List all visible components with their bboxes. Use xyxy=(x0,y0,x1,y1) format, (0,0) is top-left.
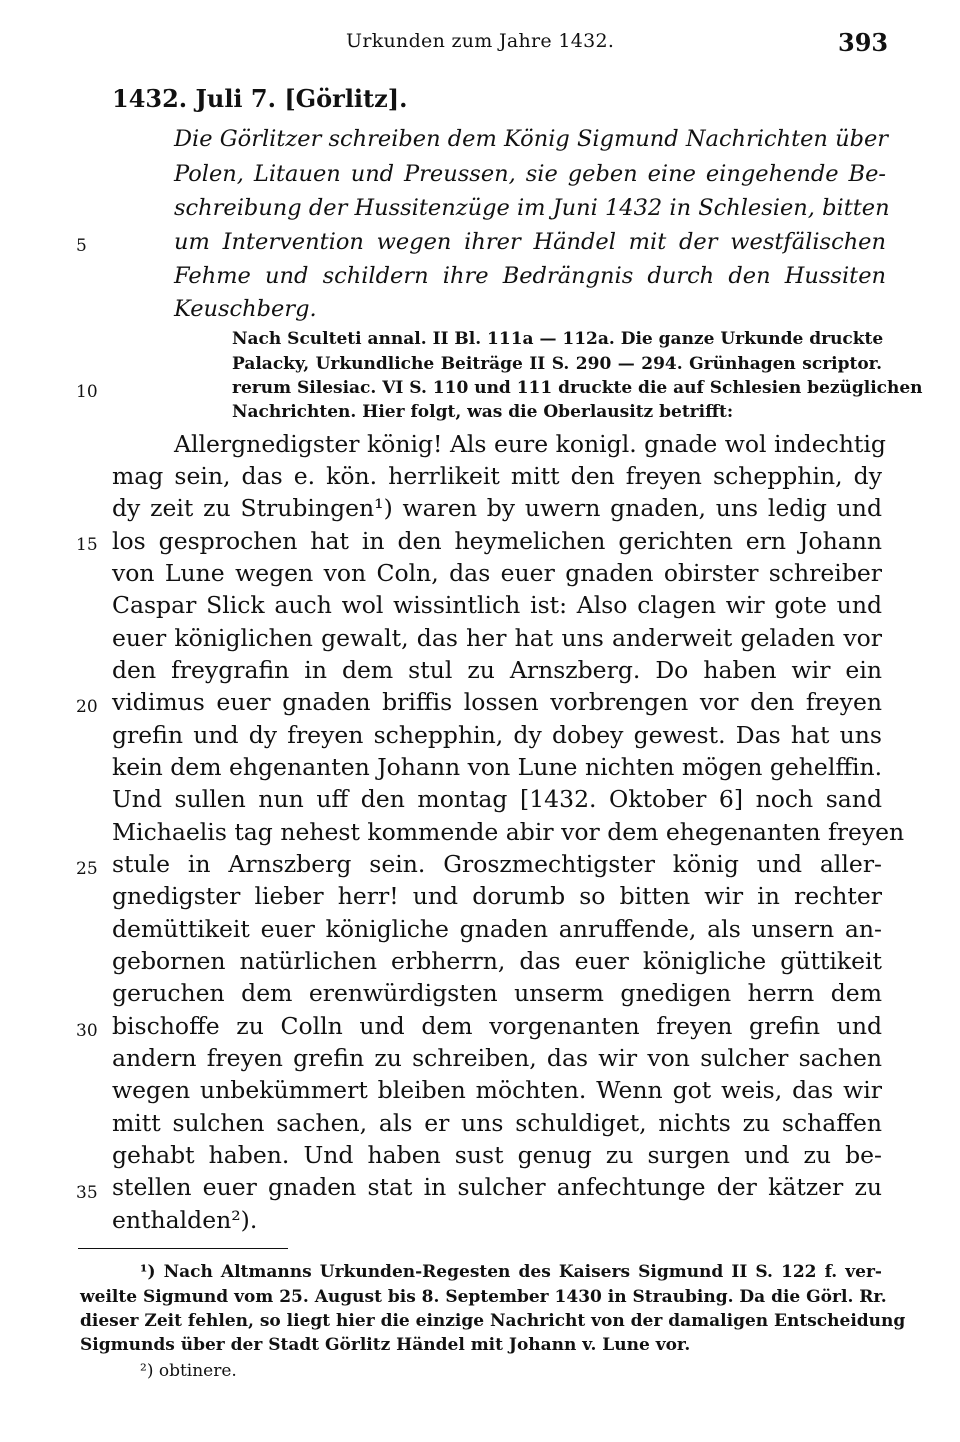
footnote-2: ²) obtinere. xyxy=(140,1361,237,1381)
body-line: dy zeit zu Strubingen¹) waren by uwern gnaden, uns ledig und xyxy=(112,494,882,522)
body-line: grefin und dy freyen schepphin, dy dobey gewest. Das hat uns xyxy=(112,721,882,749)
body-line: stule in Arnszberg sein. Groszmechtigster könig und aller- xyxy=(112,850,882,878)
footnote-line: dieser Zeit fehlen, so liegt hier die einzige Nachricht von der damaligen Entscheidung xyxy=(80,1311,906,1331)
source-note-line: rerum Silesiac. VI S. 110 und 111 druckte die auf Schlesien bezüglichen xyxy=(232,378,923,398)
body-line: den freygrafin in dem stul zu Arnszberg. Do haben wir ein xyxy=(112,656,882,684)
page-number: 393 xyxy=(838,28,889,57)
body-line: Allergnedigster könig! Als eure konigl. gnade wol indechtig xyxy=(174,430,886,458)
body-line: euer königlichen gewalt, das her hat uns anderweit geladen vor xyxy=(112,624,882,652)
footnote-line: Sigmunds über der Stadt Görlitz Händel mit Johann v. Lune vor. xyxy=(80,1335,691,1355)
line-number: 35 xyxy=(76,1183,98,1203)
line-number: 25 xyxy=(76,859,98,879)
body-line: gebornen natürlichen erbherrn, das euer königliche güttikeit xyxy=(112,947,882,975)
body-line: Und sullen nun uff den montag [1432. Oktober 6] noch sand xyxy=(112,785,882,813)
regest-line: schreibung der Hussitenzüge im Juni 1432 in Schlesien, bitten xyxy=(174,195,890,221)
body-line: vidimus euer gnaden briffis lossen vorbrengen vor den freyen xyxy=(112,688,882,716)
line-number: 5 xyxy=(76,236,87,256)
body-line: demüttikeit euer königliche gnaden anruffende, als unsern an- xyxy=(112,915,882,943)
body-line: gnedigster lieber herr! und dorumb so bitten wir in rechter xyxy=(112,882,882,910)
regest-line: Keuschberg. xyxy=(174,296,317,322)
line-number: 10 xyxy=(76,382,98,402)
line-number: 30 xyxy=(76,1021,98,1041)
body-line: geruchen dem erenwürdigsten unserm gnedigen herrn dem xyxy=(112,979,882,1007)
body-line: mitt sulchen sachen, als er uns schuldiget, nichts zu schaffen xyxy=(112,1109,882,1137)
body-line: los gesprochen hat in den heymelichen gerichten ern Johann xyxy=(112,527,882,555)
body-line: enthalden²). xyxy=(112,1206,258,1234)
running-title: Urkunden zum Jahre 1432. xyxy=(346,30,615,52)
regest-line: Fehme und schildern ihre Bedrängnis durch den Hussiten xyxy=(174,263,886,289)
source-note-line: Nachrichten. Hier folgt, was die Oberlausitz betrifft: xyxy=(232,402,734,422)
body-line: wegen unbekümmert bleiben möchten. Wenn got weis, das wir xyxy=(112,1076,882,1104)
body-line: andern freyen grefin zu schreiben, das wir von sulcher sachen xyxy=(112,1044,882,1072)
body-line: kein dem ehgenanten Johann von Lune nichten mögen gehelffin. xyxy=(112,753,883,781)
body-line: gehabt haben. Und haben sust genug zu surgen und zu be- xyxy=(112,1141,882,1169)
body-line: mag sein, das e. kön. herrlikeit mitt den freyen schepphin, dy xyxy=(112,462,882,490)
line-number: 20 xyxy=(76,697,98,717)
regest-line: Die Görlitzer schreiben dem König Sigmund Nachrichten über xyxy=(174,126,889,152)
body-line: stellen euer gnaden stat in sulcher anfechtunge der kätzer zu xyxy=(112,1173,882,1201)
document-dateline: 1432. Juli 7. [Görlitz]. xyxy=(112,84,408,113)
footnote-divider xyxy=(78,1248,288,1249)
body-line: Michaelis tag nehest kommende abir vor dem ehegenanten freyen xyxy=(112,818,905,846)
source-note-line: Palacky, Urkundliche Beiträge II S. 290 — 294. Grünhagen scriptor. xyxy=(232,354,882,374)
regest-line: Polen, Litauen und Preussen, sie geben eine eingehende Be- xyxy=(174,161,886,187)
body-line: bischoffe zu Colln und dem vorgenanten freyen grefin und xyxy=(112,1012,882,1040)
footnote-line: ¹) Nach Altmanns Urkunden-Regesten des Kaisers Sigmund II S. 122 f. ver- xyxy=(140,1262,882,1282)
body-line: von Lune wegen von Coln, das euer gnaden obirster schreiber xyxy=(112,559,882,587)
line-number: 15 xyxy=(76,535,98,555)
body-line: Caspar Slick auch wol wissintlich ist: Also clagen wir gote und xyxy=(112,591,882,619)
footnote-line: weilte Sigmund vom 25. August bis 8. September 1430 in Straubing. Da die Görl. Rr. xyxy=(80,1287,887,1307)
regest-line: um Intervention wegen ihrer Händel mit der westfälischen xyxy=(174,229,886,255)
source-note-line: Nach Sculteti annal. II Bl. 111a — 112a. Die ganze Urkunde druckte xyxy=(232,329,884,349)
